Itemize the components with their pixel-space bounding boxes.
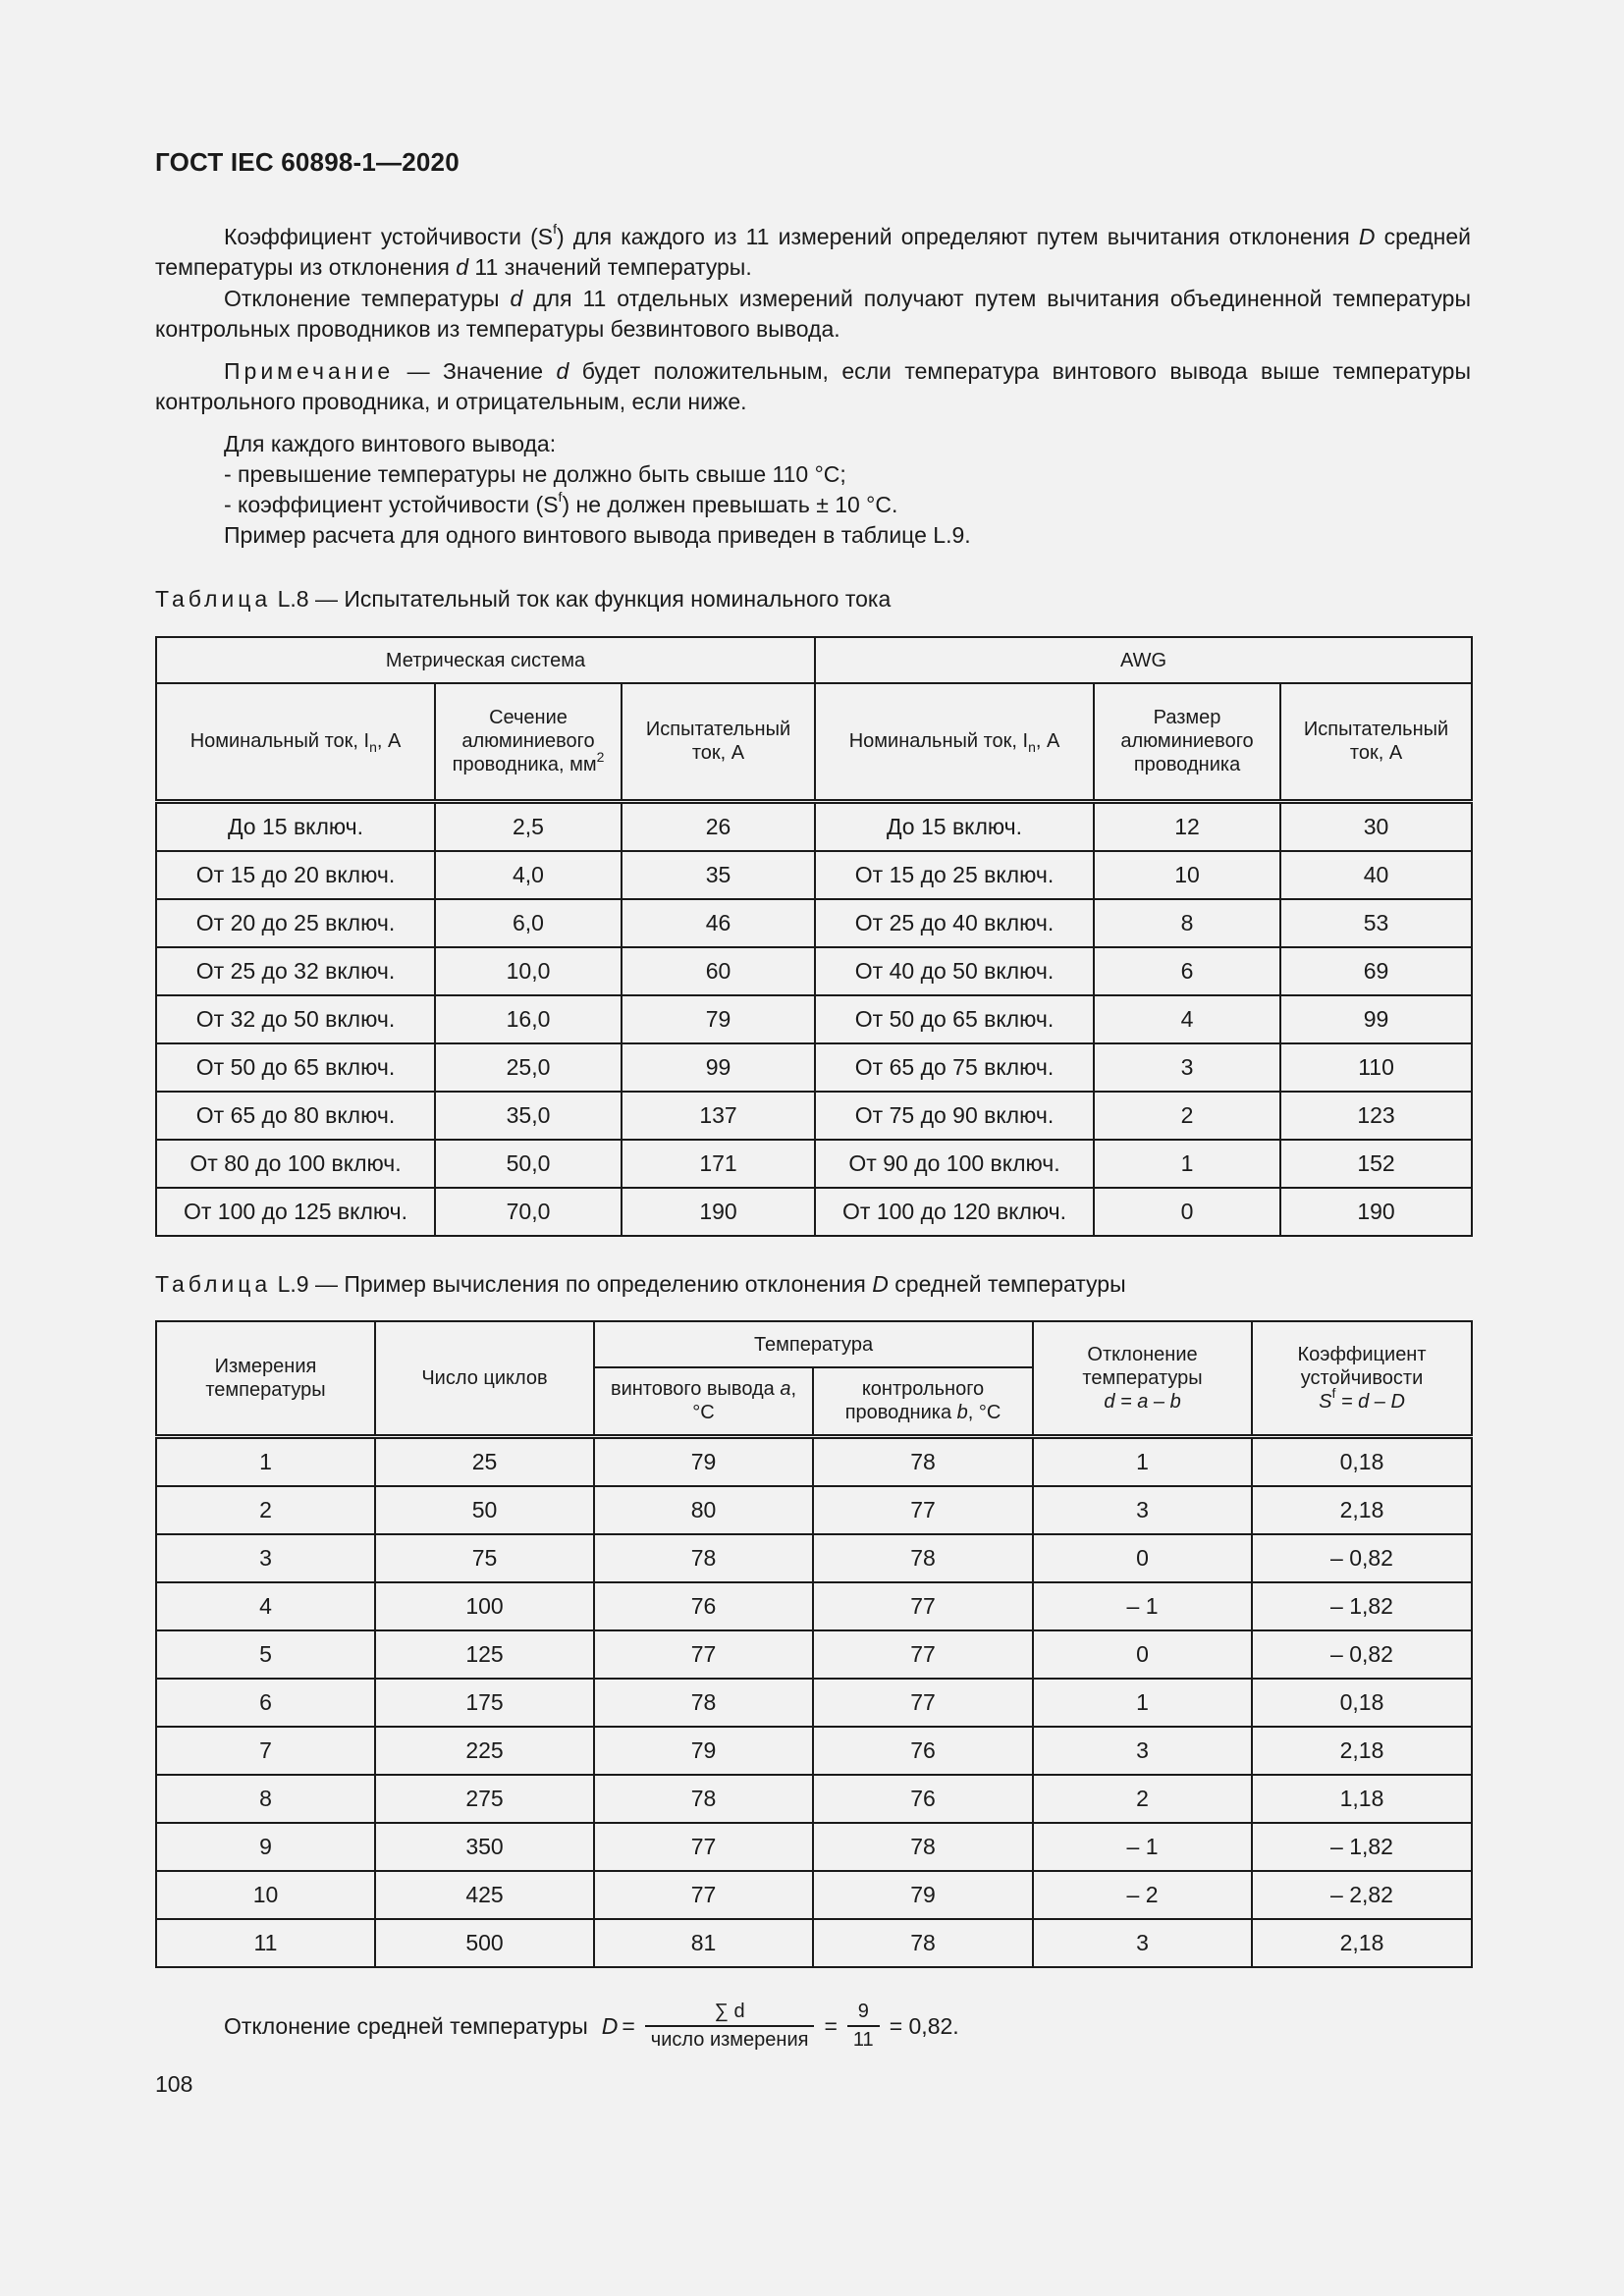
table-cell: 79 (594, 1727, 813, 1775)
body-text (155, 222, 1471, 551)
table-cell: 12 (1094, 801, 1280, 851)
table-cell: 1 (1033, 1679, 1252, 1727)
table-cell: – 0,82 (1252, 1534, 1472, 1582)
table-cell: 78 (813, 1436, 1033, 1486)
group-awg: AWG (815, 637, 1472, 683)
table-cell: 225 (375, 1727, 594, 1775)
table-cell: 76 (594, 1582, 813, 1630)
column-header: Отклонение температуры d = a – b (1033, 1321, 1252, 1436)
table-cell: От 15 до 25 включ. (815, 851, 1094, 899)
table-cell: 190 (622, 1188, 815, 1236)
table-cell: 3 (1033, 1919, 1252, 1967)
table-cell: 9 (156, 1823, 375, 1871)
table-row (156, 1188, 1472, 1236)
table-row (156, 1679, 1472, 1727)
table-cell: 10 (1094, 851, 1280, 899)
table-cell: 1 (156, 1436, 375, 1486)
table-cell: 78 (813, 1919, 1033, 1967)
table-row (156, 1140, 1472, 1188)
example-reference: Пример расчета для одного винтового вывода приведен в таблице L.9. (224, 522, 971, 548)
table-cell: 2,5 (435, 801, 622, 851)
table-cell: 6 (156, 1679, 375, 1727)
table-row (156, 1871, 1472, 1919)
table-cell: От 100 до 125 включ. (156, 1188, 435, 1236)
table-cell: От 40 до 50 включ. (815, 947, 1094, 995)
column-header: Коэффициент устойчивости $S^f = d - D$ (1252, 1321, 1472, 1436)
table-cell: 26 (622, 801, 815, 851)
column-header: Испытательный ток, А (622, 683, 815, 801)
table-row (156, 1582, 1472, 1630)
table-cell: 77 (813, 1679, 1033, 1727)
table-cell: 81 (594, 1919, 813, 1967)
table-cell: 25 (375, 1436, 594, 1486)
table-cell: 46 (622, 899, 815, 947)
table-row (156, 1043, 1472, 1092)
table-cell: 100 (375, 1582, 594, 1630)
table-cell: 500 (375, 1919, 594, 1967)
table-row (156, 1486, 1472, 1534)
table-cell: 110 (1280, 1043, 1472, 1092)
table-row (156, 1775, 1472, 1823)
table-cell: 190 (1280, 1188, 1472, 1236)
table-cell: 2,18 (1252, 1919, 1472, 1967)
requirements-list: Для каждого винтового вывода: - превышение температуры не должно быть свыше 110 °С; - коэффициент устойчивости $(S^f)$ не должен превышать ± 10 °С. Пример расчета для одного винтового вывода приведен в таблице L.9. (155, 429, 1471, 551)
table-cell: 4 (1094, 995, 1280, 1043)
table-cell: 78 (594, 1679, 813, 1727)
table-cell: От 65 до 80 включ. (156, 1092, 435, 1140)
table-cell: 8 (1094, 899, 1280, 947)
table-cell: 0 (1033, 1534, 1252, 1582)
table-cell: 275 (375, 1775, 594, 1823)
column-header: Сечение алюминиевого проводника, $мм^2$ (435, 683, 622, 801)
table-cell: 5 (156, 1630, 375, 1679)
table-cell: 171 (622, 1140, 815, 1188)
note: Примечание — Значение d будет положительным, если температура винтового вывода выше температуры контрольного проводника, и отрицательным, если ниже. (155, 358, 1471, 414)
table-cell: 77 (594, 1630, 813, 1679)
paragraph-temperature-deviation: Отклонение температуры d для 11 отдельных измерений получают путем вычитания объединенной температуры контрольных проводников из температуры безвинтового вывода. (155, 286, 1471, 342)
table-row (156, 1534, 1472, 1582)
table-cell: 78 (813, 1823, 1033, 1871)
table-cell: 40 (1280, 851, 1472, 899)
page-number: 108 (155, 2071, 193, 2097)
table-cell: 77 (813, 1630, 1033, 1679)
table-cell: От 20 до 25 включ. (156, 899, 435, 947)
list-item: - превышение температуры не должно быть свыше 110 °С; (224, 461, 846, 487)
table-cell: 70,0 (435, 1188, 622, 1236)
table-cell: До 15 включ. (815, 801, 1094, 851)
table-cell: 78 (813, 1534, 1033, 1582)
table-cell: От 50 до 65 включ. (156, 1043, 435, 1092)
table-cell: От 32 до 50 включ. (156, 995, 435, 1043)
table-cell: 10 (156, 1871, 375, 1919)
table-cell: 2 (1033, 1775, 1252, 1823)
table-cell: 175 (375, 1679, 594, 1727)
table-cell: 1,18 (1252, 1775, 1472, 1823)
table-row (156, 899, 1472, 947)
table-cell: От 100 до 120 включ. (815, 1188, 1094, 1236)
table-cell: 35,0 (435, 1092, 622, 1140)
fraction: $\frac{9}{11}$ (847, 2001, 880, 2052)
table-cell: 2 (156, 1486, 375, 1534)
table-cell: 3 (1033, 1486, 1252, 1534)
table-cell: – 0,82 (1252, 1630, 1472, 1679)
table-cell: – 1 (1033, 1582, 1252, 1630)
column-header: Число циклов (375, 1321, 594, 1436)
table-cell: 79 (622, 995, 815, 1043)
column-header: Испытательный ток, А (1280, 683, 1472, 801)
table-cell: 76 (813, 1727, 1033, 1775)
column-header: Номинальный ток, $I_n$, А (156, 683, 435, 801)
table-cell: 425 (375, 1871, 594, 1919)
table-cell: 11 (156, 1919, 375, 1967)
table-row (156, 1727, 1472, 1775)
table-cell: 77 (594, 1871, 813, 1919)
table-cell: От 75 до 90 включ. (815, 1092, 1094, 1140)
table-cell: 0,18 (1252, 1436, 1472, 1486)
table-cell: 0 (1094, 1188, 1280, 1236)
table-cell: 8 (156, 1775, 375, 1823)
table-cell: 35 (622, 851, 815, 899)
table-row (156, 1436, 1472, 1486)
table-cell: 75 (375, 1534, 594, 1582)
table-l8-caption: Таблица L.8 — Испытательный ток как функция номинального тока (155, 586, 892, 612)
table-cell: 77 (813, 1582, 1033, 1630)
table-cell: 2 (1094, 1092, 1280, 1140)
table-cell: 2,18 (1252, 1727, 1472, 1775)
table-cell: 77 (813, 1486, 1033, 1534)
table-cell: До 15 включ. (156, 801, 435, 851)
table-l8 (155, 636, 1473, 1237)
group-temperature: Температура (594, 1321, 1033, 1367)
table-cell: 79 (813, 1871, 1033, 1919)
table-cell: – 2 (1033, 1871, 1252, 1919)
table-l9-caption: Таблица L.9 — Пример вычисления по определению отклонения D средней температуры (155, 1271, 1126, 1297)
table-cell: 137 (622, 1092, 815, 1140)
table-row (156, 947, 1472, 995)
table-cell: 76 (813, 1775, 1033, 1823)
group-metric: Метрическая система (156, 637, 815, 683)
table-cell: От 25 до 40 включ. (815, 899, 1094, 947)
column-header: Измерения температуры (156, 1321, 375, 1436)
table-cell: – 2,82 (1252, 1871, 1472, 1919)
table-cell: 4,0 (435, 851, 622, 899)
table-cell: 10,0 (435, 947, 622, 995)
table-cell: 1 (1094, 1140, 1280, 1188)
table-cell: 99 (1280, 995, 1472, 1043)
table-cell: 0,18 (1252, 1679, 1472, 1727)
table-cell: От 65 до 75 включ. (815, 1043, 1094, 1092)
table-row (156, 851, 1472, 899)
table-cell: 50 (375, 1486, 594, 1534)
list-item: - коэффициент устойчивости $(S^f)$ не должен превышать ± 10 °С. (224, 489, 898, 517)
table-cell: 7 (156, 1727, 375, 1775)
table-cell: 1 (1033, 1436, 1252, 1486)
table-cell: – 1 (1033, 1823, 1252, 1871)
table-cell: 123 (1280, 1092, 1472, 1140)
table-cell: 69 (1280, 947, 1472, 995)
table-cell: 99 (622, 1043, 815, 1092)
table-cell: 6,0 (435, 899, 622, 947)
table-cell: 0 (1033, 1630, 1252, 1679)
table-cell: 4 (156, 1582, 375, 1630)
table-cell: 152 (1280, 1140, 1472, 1188)
table-l9 (155, 1320, 1473, 1968)
table-cell: От 90 до 100 включ. (815, 1140, 1094, 1188)
table-cell: 16,0 (435, 995, 622, 1043)
table-row (156, 1823, 1472, 1871)
table-cell: 78 (594, 1775, 813, 1823)
table-cell: От 25 до 32 включ. (156, 947, 435, 995)
table-cell: От 15 до 20 включ. (156, 851, 435, 899)
table-row (156, 1630, 1472, 1679)
table-cell: 77 (594, 1823, 813, 1871)
table-cell: 78 (594, 1534, 813, 1582)
table-cell: От 50 до 65 включ. (815, 995, 1094, 1043)
paragraph-stability-coefficient: Коэффициент устойчивости $(S^f)$ для каждого из 11 измерений определяют путем вычитания отклонения D средней температуры из отклонения d 11 значений температуры. (155, 221, 1471, 280)
table-row (156, 995, 1472, 1043)
table-row (156, 1919, 1472, 1967)
table-cell: – 1,82 (1252, 1582, 1472, 1630)
table-cell: 50,0 (435, 1140, 622, 1188)
table-cell: 125 (375, 1630, 594, 1679)
column-header: контрольного проводника b, °С (813, 1367, 1033, 1436)
table-cell: 25,0 (435, 1043, 622, 1092)
table-cell: От 80 до 100 включ. (156, 1140, 435, 1188)
table-cell: 60 (622, 947, 815, 995)
table-cell: 3 (1094, 1043, 1280, 1092)
table-cell: 3 (156, 1534, 375, 1582)
column-header: Размер алюминиевого проводника (1094, 683, 1280, 801)
table-cell: – 1,82 (1252, 1823, 1472, 1871)
column-header: винтового вывода a, °С (594, 1367, 813, 1436)
table-row (156, 801, 1472, 851)
table-cell: 350 (375, 1823, 594, 1871)
table-cell: 3 (1033, 1727, 1252, 1775)
mean-deviation-formula: Отклонение средней температуры D = $\frac{\sum d}{\text{число измерения}}$ = $\frac{9}{11}$ = 0,82. (224, 2001, 959, 2051)
fraction: $\frac{\sum d}{\text{число измерения}}$ (645, 2001, 815, 2052)
table-cell: 30 (1280, 801, 1472, 851)
table-cell: 2,18 (1252, 1486, 1472, 1534)
table-row (156, 1092, 1472, 1140)
column-header: Номинальный ток, $I_n$, А (815, 683, 1094, 801)
document-header: ГОСТ IEC 60898-1—2020 (155, 147, 460, 177)
table-cell: 80 (594, 1486, 813, 1534)
table-cell: 6 (1094, 947, 1280, 995)
table-cell: 79 (594, 1436, 813, 1486)
table-cell: 53 (1280, 899, 1472, 947)
